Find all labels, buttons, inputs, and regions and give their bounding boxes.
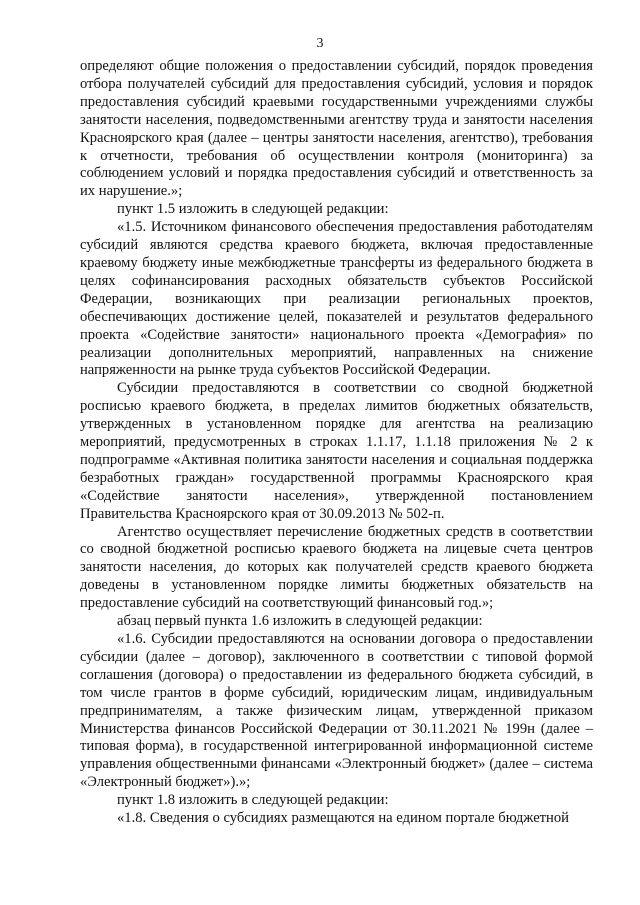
document-body — [80, 58, 593, 828]
paragraph-agency-transfer: Агентство осуществляет перечисление бюджетных средств в соответствии со сводной бюджетной росписью краевого бюджета на лицевые счета центров занятости населения, до которых как получателей средств краевого бюджета доведены в установленном порядке лимиты бюджетных обязательств на предоставление субсидий на соответствующий финансовый год.»; — [80, 523, 593, 612]
page-number: 3 — [316, 36, 324, 51]
paragraph-continuation: определяют общие положения о предоставлении субсидий, порядок проведения отбора получателей субсидий для предоставления субсидий, условия и порядок предоставления субсидий краевыми государственными учреждениями службы занятости населения, подведомственными агентству труда и занятости населения Красноярского края (далее – центры занятости населения, агентство), требования к отчетности, требования об осуществлении контроля (мониторинга) за соблюдением условий и порядка предоставления субсидий и ответственность за их нарушение.»; — [80, 58, 593, 200]
paragraph-amendment-1-5: пункт 1.5 изложить в следующей редакции: — [117, 201, 389, 218]
paragraph-clause-1-8: «1.8. Сведения о субсидиях размещаются на едином портале бюджетной — [117, 810, 569, 827]
paragraph-amendment-1-8: пункт 1.8 изложить в следующей редакции: — [117, 792, 389, 809]
paragraph-clause-1-5: «1.5. Источником финансового обеспечения предоставления работодателям субсидий являются средства краевого бюджета, включая предоставленные краевому бюджету иные межбюджетные трансферты из федерального бюджета в целях софинансирования расходных обязательств субъектов Российской Федерации, возникающих при реализации региональных проектов, обеспечивающих достижение целей, показателей и результатов федерального проекта «Содействие занятости» национального проекта «Демография» по реализации дополнительных мероприятий, направленных на снижение напряженности на рынке труда субъектов Российской Федерации. — [80, 219, 593, 379]
paragraph-subsidies-budget: Субсидии предоставляются в соответствии со сводной бюджетной росписью краевого бюджета, в пределах лимитов бюджетных обязательств, утвержденных в установленном порядке для агентства на реализацию мероприятий, предусмотренных в строках 1.1.17, 1.1.18 приложения № 2 к подпрограмме «Активная политика занятости населения и социальная поддержка безработных граждан» государственной программы Красноярского края «Содействие занятости населения», утвержденной постановлением Правительства Красноярского края от 30.09.2013 № 502-п. — [80, 380, 593, 522]
paragraph-clause-1-6: «1.6. Субсидии предоставляются на основании договора о предоставлении субсидии (далее – договор), заключенного в соответствии с типовой формой соглашения (договора) о предоставлении из федерального бюджета субсидий, в том числе грантов в форме субсидий, юридическим лицам, индивидуальным предпринимателям, а также физическим лицам, утвержденной приказом Министерства финансов Российской Федерации от 30.11.2021 № 199н (далее – типовая форма), в государственной интегрированной информационной системе управления общественными финансами «Электронный бюджет» (далее – система «Электронный бюджет»).»; — [80, 631, 593, 791]
paragraph-amendment-1-6: абзац первый пункта 1.6 изложить в следующей редакции: — [117, 613, 483, 630]
